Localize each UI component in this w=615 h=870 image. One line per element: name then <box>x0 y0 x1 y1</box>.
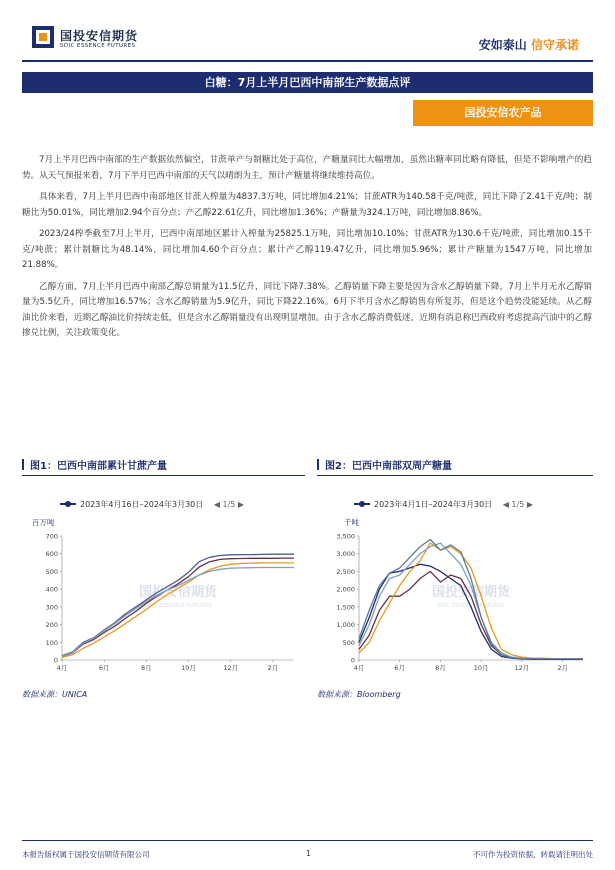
header-divider <box>22 60 593 62</box>
figure2-unit: 千吨 <box>344 518 359 527</box>
paragraph-details: 具体来看，7月上半月巴西中南部地区甘蔗入榨量为4837.3万吨，同比增加4.21%；甘蔗ATR为140.58千克/吨蔗，同比下降了2.41千克/吨；制糖比为50.01%，同比增加2.94个百分点；产乙醇22.61亿升，同比增加1.36%；产糖量为324.1万吨，同比增加8.86%。 <box>22 192 592 218</box>
figure2-ytick-label: 500 <box>342 638 355 647</box>
figure1-ytick-label: 700 <box>45 532 58 541</box>
figure1-ytick-label: 500 <box>45 567 58 576</box>
figure1-ytick-label: 200 <box>45 621 58 630</box>
figure2-title-marker <box>317 459 319 470</box>
figure1-ytick-label: 600 <box>45 550 58 559</box>
footer-disclaimer: 不可作为投资依据，转载请注明出处 <box>473 850 593 859</box>
figure2-ytick-label: 0 <box>350 656 355 665</box>
figure1-series-line-3 <box>62 563 294 657</box>
figure1-svg <box>22 484 305 680</box>
figure2-legend-range: 2023年4月1日–2024年3月30日 <box>374 500 493 509</box>
figure1-title <box>22 457 305 476</box>
company-slogan <box>479 36 579 53</box>
figure2-legend <box>354 499 533 513</box>
paragraph-summary: 7月上半月巴西中南部的生产数据依然偏空，甘蔗单产与制糖比处于高位，产糖量同比大幅增加，虽然出糖率同比略有降低，但是不影响增产的趋势。从天气预报来看，7月下半月巴西中南部的天气以晴朗为主，预计产糖量将继续维持高位。 <box>22 155 592 181</box>
company-logo-icon <box>32 26 54 48</box>
product-tag: 国投安信农产品 <box>413 100 593 126</box>
figure1-watermark-en: SDIC ESSENCE FUTURES <box>144 603 212 609</box>
figure1-chart <box>22 484 305 680</box>
slogan-part-b: 信守承诺 <box>530 38 579 52</box>
figure2-xtick-label: 12月 <box>514 664 530 672</box>
figure2-watermark-en: SDIC ESSENCE FUTURES <box>437 603 505 609</box>
figure1-pager-text: 1/5 <box>222 500 236 509</box>
figure2-ytick-label: 1,000 <box>336 621 355 630</box>
figure2-series-line-3 <box>359 543 583 659</box>
figure2-xtick-label: 6月 <box>394 664 406 672</box>
figure1-ytick-label: 0 <box>53 656 58 665</box>
figure1-unit: 百万吨 <box>32 518 55 527</box>
figure2-svg <box>317 484 593 680</box>
figure1-pager[interactable]: ◀ 1/5 ▶ <box>213 500 245 509</box>
report-title: 白糖：7月上半月巴西中南部生产数据点评 <box>22 72 593 93</box>
report-body <box>22 153 592 348</box>
page-number: 1 <box>306 849 311 858</box>
figure1-title-text: 图1：巴西中南部累计甘蔗产量 <box>30 461 167 472</box>
figure1-xtick-label: 2月 <box>267 664 279 672</box>
slogan-part-a: 安如泰山 <box>478 38 527 52</box>
figure2-source: 数据来源：Bloomberg <box>317 690 401 699</box>
figure2-chart <box>317 484 593 680</box>
figure2-watermark: 国投安信期货 <box>431 585 511 600</box>
company-name-en: SDIC ESSENCE FUTURES <box>60 43 136 49</box>
figure1-source: 数据来源：UNICA <box>22 690 88 699</box>
figure1-watermark: 国投安信期货 <box>138 585 218 600</box>
figure2-ytick-label: 2,500 <box>336 567 355 576</box>
figure2-ytick-label: 3,000 <box>336 550 355 559</box>
footer-copyright: 本报告版权属于国投安信期货有限公司 <box>22 850 150 859</box>
figure1-title-marker <box>22 459 24 470</box>
figure1-xtick-label: 12月 <box>223 664 239 672</box>
figure1-xtick-label: 6月 <box>98 664 110 672</box>
figure2-xtick-label: 10月 <box>473 664 489 672</box>
company-name-cn: 国投安信期货 <box>60 29 139 43</box>
legend-marker-icon <box>354 503 370 505</box>
legend-marker-icon <box>60 503 76 505</box>
paragraph-ethanol: 乙醇方面，7月上半月巴西中南部乙醇总销量为11.5亿升，同比下降7.38%。乙醇销量下降主要是因为含水乙醇销量下降，7月上半月无水乙醇销量为5.5亿升，同比增加16.57%；含水乙醇销量为5.9亿升，同比下降22.16%。6月下半月含水乙醇销售有所复苏，但是这个趋势没能延续。从乙醇油比价来看，近期乙醇油比价持续走低，但是含水乙醇销量没有出现明显增加。由于含水乙醇消费低迷，近期有消息称巴西政府考虑提高汽油中的乙醇掺兑比例，关注政策变化。 <box>22 281 592 338</box>
figure2-title <box>317 457 593 476</box>
paragraph-cumulative: 2023/24榨季截至7月上半月，巴西中南部地区累计入榨量为25825.1万吨，同比增加10.10%；甘蔗ATR为130.6千克/吨蔗，同比增加0.15千克/吨蔗；累计制糖比为48.14%，同比增加4.60个百分点；累计产乙醇119.47亿升，同比增加5.96%；累计产糖量为1547万吨，同比增加21.88%。 <box>22 229 592 270</box>
figure1-xtick-label: 10月 <box>181 664 196 672</box>
figure1-ytick-label: 400 <box>45 585 58 594</box>
figure2-ytick-label: 3,500 <box>336 532 355 541</box>
figure2-pager[interactable]: ◀ 1/5 ▶ <box>502 500 533 509</box>
figure1-legend-range: 2023年4月16日–2024年3月30日 <box>80 500 204 509</box>
figure2-title-text: 图2：巴西中南部双周产糖量 <box>325 461 452 472</box>
figure1-legend <box>60 499 244 513</box>
page-header <box>0 0 615 62</box>
figure2-xtick-label: 2月 <box>557 664 568 672</box>
figure2-xtick-label: 8月 <box>435 664 446 672</box>
figure1-xtick-label: 8月 <box>141 664 152 672</box>
figure2-xtick-label: 4月 <box>353 664 365 672</box>
figure2-ytick-label: 2,000 <box>336 585 355 594</box>
footer-divider <box>22 840 593 841</box>
figure2-series-line-4 <box>359 543 583 659</box>
figure1-ytick-label: 100 <box>45 638 58 647</box>
figure1-xtick-label: 4月 <box>56 664 68 672</box>
figure2-ytick-label: 1,500 <box>336 603 355 612</box>
figure1-ytick-label: 300 <box>45 603 58 612</box>
figure2-pager-text: 1/5 <box>511 500 525 509</box>
